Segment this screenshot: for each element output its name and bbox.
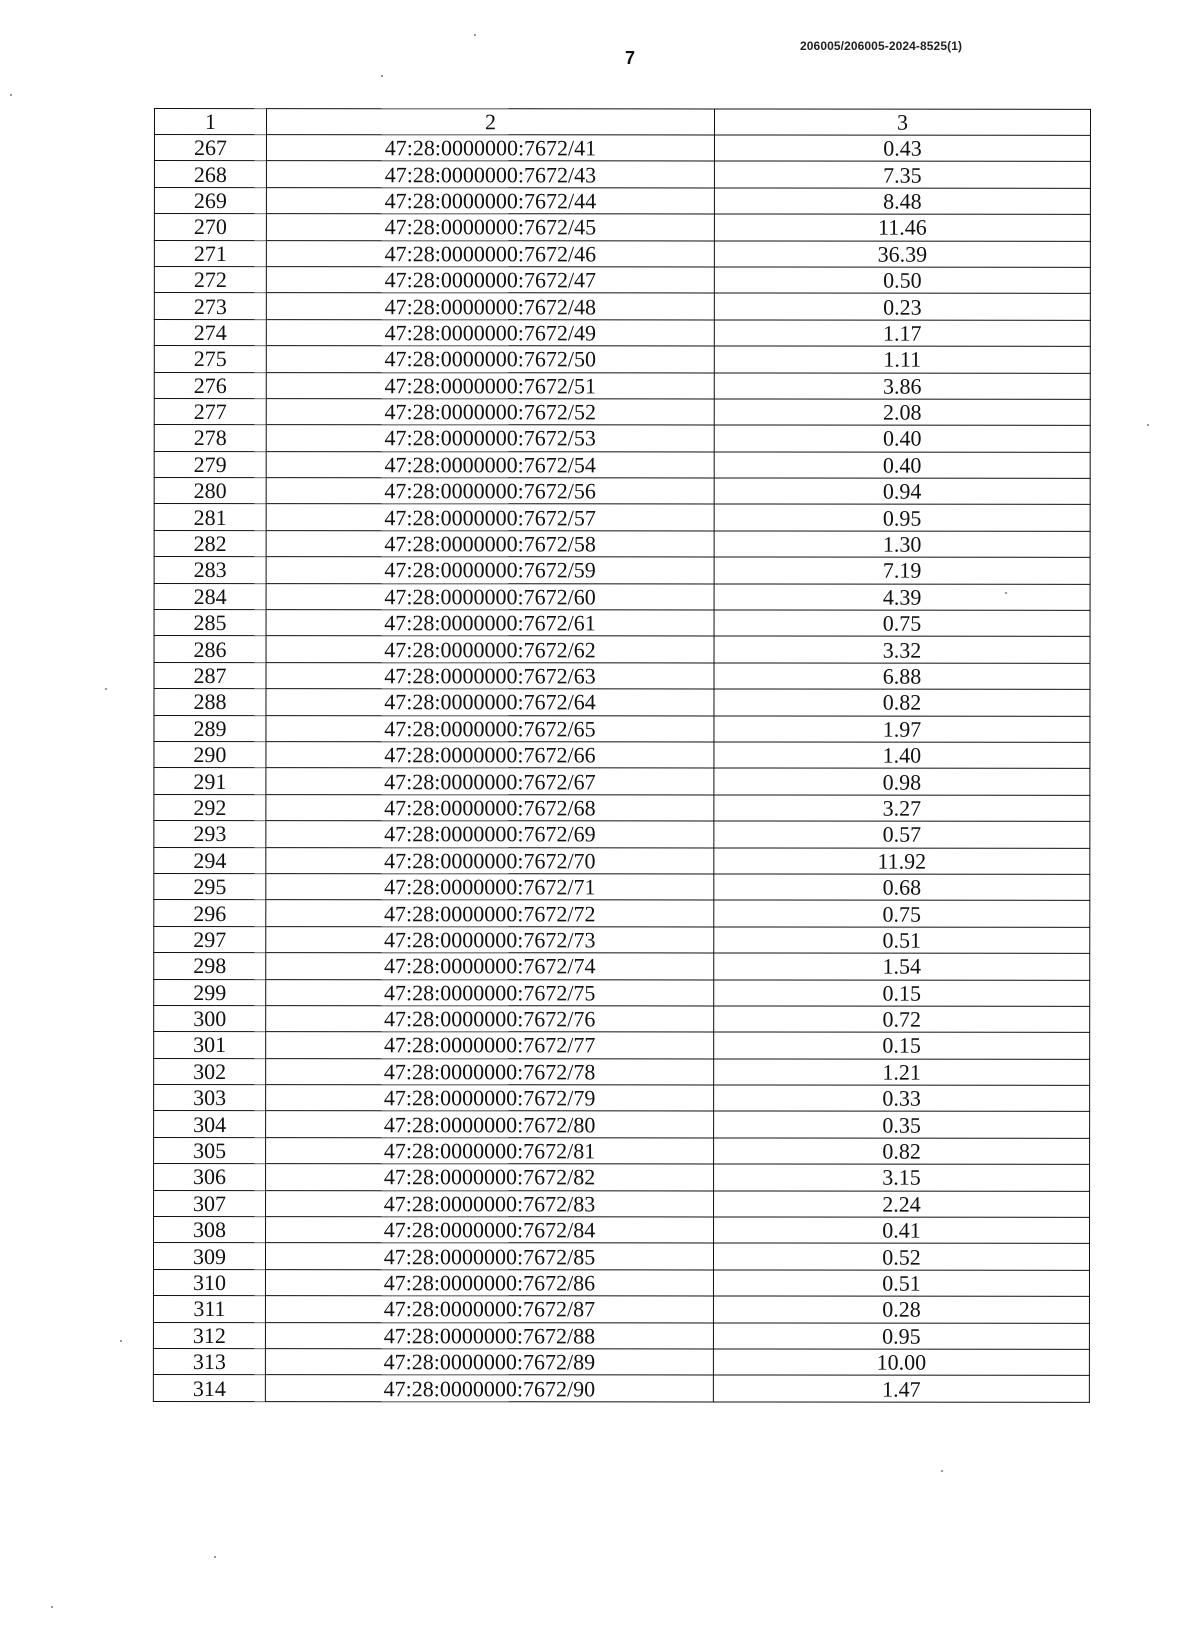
cadastral-number-cell: 47:28:0000000:7672/62 [266,636,714,663]
table-row [154,135,1090,162]
cadastral-number-cell: 47:28:0000000:7672/59 [266,557,714,584]
scan-speck [105,688,107,690]
table-row [154,926,1090,953]
cadastral-number-cell: 47:28:0000000:7672/79 [266,1085,714,1112]
cadastral-number-cell: 47:28:0000000:7672/51 [266,372,714,399]
row-number-cell: 305 [154,1137,266,1163]
row-number-cell: 309 [153,1243,265,1269]
cadastral-number-cell: 47:28:0000000:7672/84 [266,1217,714,1244]
row-number-cell: 295 [154,873,266,899]
row-number-cell: 294 [154,847,266,873]
area-value-cell: 10.00 [713,1349,1089,1376]
scan-speck [214,1556,216,1558]
area-value-cell: 1.47 [713,1375,1089,1402]
table-row [154,266,1090,293]
area-value-cell: 0.75 [714,900,1090,927]
area-value-cell: 36.39 [714,241,1090,268]
table-row [154,1005,1090,1032]
area-value-cell: 4.39 [714,584,1090,611]
table-row [154,1217,1090,1244]
row-number-cell: 299 [154,979,266,1005]
row-number-cell: 297 [154,926,266,952]
row-number-cell: 271 [154,240,266,266]
area-value-cell: 0.43 [714,135,1090,162]
area-value-cell: 2.24 [714,1191,1090,1218]
row-number-cell: 298 [154,953,266,979]
table-row [153,1348,1089,1375]
table-row [154,478,1090,505]
table-row [154,240,1090,267]
column-header-2: 2 [266,109,714,135]
table-row [154,214,1090,241]
area-value-cell: 0.82 [714,689,1090,716]
table-row [154,1058,1090,1085]
area-value-cell: 0.51 [713,1270,1089,1297]
scan-speck [474,34,476,36]
area-value-cell: 11.92 [714,848,1090,875]
table-row [154,1085,1090,1112]
area-value-cell: 1.17 [714,320,1090,347]
area-value-cell: 0.52 [713,1243,1089,1270]
cadastral-number-cell: 47:28:0000000:7672/72 [266,900,714,927]
table-container [153,108,1090,1403]
area-value-cell: 1.54 [714,953,1090,980]
row-number-cell: 272 [154,266,266,292]
cadastral-number-cell: 47:28:0000000:7672/46 [266,240,714,267]
area-value-cell: 1.30 [714,531,1090,558]
cadastral-number-cell: 47:28:0000000:7672/80 [266,1111,714,1138]
cadastral-number-cell: 47:28:0000000:7672/71 [266,874,714,901]
cadastral-number-cell: 47:28:0000000:7672/65 [266,715,714,742]
area-value-cell: 1.40 [714,742,1090,769]
cadastral-number-cell: 47:28:0000000:7672/73 [266,926,714,953]
table-row [154,768,1090,795]
table-row [153,1269,1089,1296]
table-row [154,319,1090,346]
cadastral-number-cell: 47:28:0000000:7672/66 [266,742,714,769]
cadastral-number-cell: 47:28:0000000:7672/57 [266,504,714,531]
cadastral-number-cell: 47:28:0000000:7672/56 [266,478,714,505]
cadastral-number-cell: 47:28:0000000:7672/87 [265,1296,713,1323]
cadastral-number-cell: 47:28:0000000:7672/63 [266,662,714,689]
cadastral-number-cell: 47:28:0000000:7672/89 [265,1349,713,1376]
area-value-cell: 3.15 [714,1164,1090,1191]
cadastral-number-cell: 47:28:0000000:7672/85 [265,1243,713,1270]
row-number-cell: 276 [154,372,266,398]
area-value-cell: 1.11 [714,346,1090,373]
scan-speck [941,1470,943,1472]
row-number-cell: 310 [153,1269,265,1295]
parcel-table [153,108,1091,1403]
row-number-cell: 290 [154,741,266,767]
area-value-cell: 0.50 [714,267,1090,294]
row-number-cell: 313 [153,1348,265,1374]
table-row [154,583,1090,610]
table-row [154,398,1090,425]
area-value-cell: 1.21 [714,1059,1090,1086]
table-row [154,1164,1090,1191]
row-number-cell: 270 [154,214,266,240]
cadastral-number-cell: 47:28:0000000:7672/54 [266,451,714,478]
area-value-cell: 0.33 [714,1085,1090,1112]
table-row [154,1111,1090,1138]
scan-speck [1005,592,1007,594]
table-row [154,372,1090,399]
row-number-cell: 311 [153,1296,265,1322]
table-row [154,873,1090,900]
row-number-cell: 278 [154,425,266,451]
row-number-cell: 291 [154,768,266,794]
area-value-cell: 3.32 [714,636,1090,663]
column-header-1: 1 [154,109,266,135]
cadastral-number-cell: 47:28:0000000:7672/69 [266,821,714,848]
area-value-cell: 3.86 [714,373,1090,400]
cadastral-number-cell: 47:28:0000000:7672/47 [266,267,714,294]
table-row [154,741,1090,768]
cadastral-number-cell: 47:28:0000000:7672/83 [266,1190,714,1217]
row-number-cell: 289 [154,715,266,741]
row-number-cell: 284 [154,583,266,609]
table-row [153,1243,1089,1270]
row-number-cell: 280 [154,478,266,504]
scan-speck [381,75,383,77]
cadastral-number-cell: 47:28:0000000:7672/82 [266,1164,714,1191]
scan-speck [51,1606,53,1608]
table-row [154,715,1090,742]
row-number-cell: 292 [154,794,266,820]
area-value-cell: 0.28 [713,1296,1089,1323]
area-value-cell: 0.40 [714,425,1090,452]
cadastral-number-cell: 47:28:0000000:7672/78 [266,1058,714,1085]
area-value-cell: 6.88 [714,663,1090,690]
area-value-cell: 0.68 [714,874,1090,901]
table-row [154,451,1090,478]
table-row [154,821,1090,848]
cadastral-number-cell: 47:28:0000000:7672/90 [265,1375,713,1402]
cadastral-number-cell: 47:28:0000000:7672/45 [266,214,714,241]
table-row [153,1375,1089,1402]
table-row [154,293,1090,320]
table-row [154,187,1090,214]
table-row [154,636,1090,663]
cadastral-number-cell: 47:28:0000000:7672/86 [265,1269,713,1296]
row-number-cell: 312 [153,1322,265,1348]
column-header-3: 3 [714,109,1090,135]
document-reference: 206005/206005-2024-8525(1) [800,39,963,53]
row-number-cell: 283 [154,557,266,583]
table-row [154,1032,1090,1059]
row-number-cell: 301 [154,1032,266,1058]
table-row [154,610,1090,637]
table-row [154,794,1090,821]
cadastral-number-cell: 47:28:0000000:7672/64 [266,689,714,716]
cadastral-number-cell: 47:28:0000000:7672/49 [266,319,714,346]
area-value-cell: 3.27 [714,795,1090,822]
area-value-cell: 0.23 [714,293,1090,320]
row-number-cell: 285 [154,610,266,636]
cadastral-number-cell: 47:28:0000000:7672/70 [266,847,714,874]
table-row [154,900,1090,927]
row-number-cell: 279 [154,451,266,477]
cadastral-number-cell: 47:28:0000000:7672/50 [266,346,714,373]
row-number-cell: 296 [154,900,266,926]
table-row [154,161,1090,188]
table-row [154,530,1090,557]
cadastral-number-cell: 47:28:0000000:7672/77 [266,1032,714,1059]
area-value-cell: 0.57 [714,821,1090,848]
table-row [154,847,1090,874]
area-value-cell: 7.19 [714,557,1090,584]
row-number-cell: 287 [154,662,266,688]
area-value-cell: 0.95 [713,1323,1089,1350]
cadastral-number-cell: 47:28:0000000:7672/76 [266,1005,714,1032]
area-value-cell: 0.94 [714,478,1090,505]
area-value-cell: 0.35 [714,1111,1090,1138]
table-row [154,662,1090,689]
row-number-cell: 307 [154,1190,266,1216]
row-number-cell: 282 [154,530,266,556]
row-number-cell: 304 [154,1111,266,1137]
cadastral-number-cell: 47:28:0000000:7672/53 [266,425,714,452]
row-number-cell: 308 [154,1217,266,1243]
cadastral-number-cell: 47:28:0000000:7672/43 [266,161,714,188]
cadastral-number-cell: 47:28:0000000:7672/88 [265,1322,713,1349]
cadastral-number-cell: 47:28:0000000:7672/81 [266,1137,714,1164]
cadastral-number-cell: 47:28:0000000:7672/41 [266,135,714,162]
row-number-cell: 268 [154,161,266,187]
row-number-cell: 293 [154,821,266,847]
cadastral-number-cell: 47:28:0000000:7672/75 [266,979,714,1006]
table-row [154,979,1090,1006]
cadastral-number-cell: 47:28:0000000:7672/60 [266,583,714,610]
cadastral-number-cell: 47:28:0000000:7672/68 [266,794,714,821]
row-number-cell: 314 [153,1375,265,1401]
row-number-cell: 281 [154,504,266,530]
row-number-cell: 303 [154,1085,266,1111]
table-header-row [154,109,1090,136]
table-row [154,1137,1090,1164]
area-value-cell: 0.75 [714,610,1090,637]
area-value-cell: 1.97 [714,716,1090,743]
row-number-cell: 267 [154,135,266,161]
row-number-cell: 300 [154,1005,266,1031]
area-value-cell: 0.41 [714,1217,1090,1244]
cadastral-number-cell: 47:28:0000000:7672/52 [266,399,714,426]
cadastral-number-cell: 47:28:0000000:7672/74 [266,953,714,980]
area-value-cell: 7.35 [714,161,1090,188]
cadastral-number-cell: 47:28:0000000:7672/61 [266,610,714,637]
scan-speck [10,94,12,96]
table-row [154,557,1090,584]
area-value-cell: 2.08 [714,399,1090,426]
row-number-cell: 274 [154,319,266,345]
row-number-cell: 286 [154,636,266,662]
table-row [154,346,1090,373]
area-value-cell: 0.51 [714,927,1090,954]
row-number-cell: 306 [154,1164,266,1190]
area-value-cell: 0.15 [714,979,1090,1006]
table-body [153,135,1090,1403]
table-row [154,425,1090,452]
page-number: 7 [625,48,636,68]
table-row [154,953,1090,980]
table-row [154,689,1090,716]
table-row [153,1322,1089,1349]
area-value-cell: 0.95 [714,504,1090,531]
table-row [154,504,1090,531]
area-value-cell: 0.40 [714,452,1090,479]
row-number-cell: 277 [154,398,266,424]
area-value-cell: 0.98 [714,768,1090,795]
table-row [153,1296,1089,1323]
area-value-cell: 11.46 [714,214,1090,241]
row-number-cell: 302 [154,1058,266,1084]
cadastral-number-cell: 47:28:0000000:7672/44 [266,187,714,214]
area-value-cell: 0.15 [714,1032,1090,1059]
area-value-cell: 8.48 [714,188,1090,215]
row-number-cell: 269 [154,187,266,213]
scan-speck [1147,424,1149,426]
scan-speck [120,1340,122,1342]
cadastral-number-cell: 47:28:0000000:7672/58 [266,530,714,557]
area-value-cell: 0.82 [714,1138,1090,1165]
row-number-cell: 288 [154,689,266,715]
cadastral-number-cell: 47:28:0000000:7672/67 [266,768,714,795]
row-number-cell: 275 [154,346,266,372]
table-row [154,1190,1090,1217]
cadastral-number-cell: 47:28:0000000:7672/48 [266,293,714,320]
row-number-cell: 273 [154,293,266,319]
area-value-cell: 0.72 [714,1006,1090,1033]
